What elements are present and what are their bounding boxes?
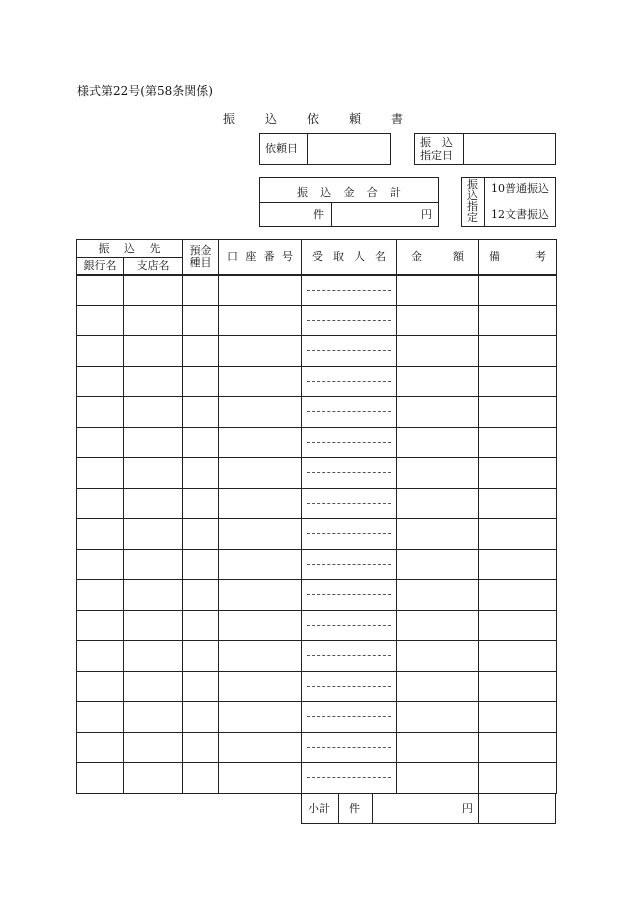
header-char: 考 <box>535 249 546 263</box>
amount-cell[interactable] <box>397 275 479 306</box>
bank-cell[interactable] <box>77 732 124 763</box>
header-char: 金 <box>411 249 422 263</box>
subtotal-row <box>301 793 556 824</box>
bank-cell[interactable] <box>77 275 124 306</box>
bank-cell[interactable] <box>77 519 124 550</box>
subtotal-count-unit: 件 <box>349 802 360 815</box>
divider <box>478 794 479 823</box>
header-line: 預金 <box>189 243 212 257</box>
header-char: 先 <box>149 241 161 255</box>
payee-kana-divider <box>307 290 391 291</box>
amount-cell[interactable] <box>397 519 479 550</box>
remarks-cell[interactable] <box>479 336 557 367</box>
payee-cell[interactable] <box>302 305 397 336</box>
subtotal-label: 小計 <box>308 802 330 815</box>
account-number-cell[interactable] <box>219 275 302 306</box>
payee-cell[interactable] <box>302 488 397 519</box>
remarks-cell[interactable] <box>479 763 557 794</box>
payee-cell[interactable] <box>302 671 397 702</box>
transfer-details-table <box>76 239 557 794</box>
remarks-cell[interactable] <box>479 458 557 489</box>
header-char: 受 <box>312 249 323 263</box>
deposit-type-cell[interactable] <box>183 641 219 672</box>
payee-cell[interactable] <box>302 732 397 763</box>
payee-cell[interactable] <box>302 458 397 489</box>
header-char: 込 <box>320 186 332 199</box>
request-date-field[interactable] <box>309 135 389 163</box>
account-number-cell[interactable] <box>219 488 302 519</box>
table-row <box>77 732 557 763</box>
transfer-date-field[interactable] <box>465 135 553 163</box>
bank-cell[interactable] <box>77 641 124 672</box>
col-remarks-header <box>479 240 557 275</box>
payee-kana-divider <box>307 381 391 382</box>
payee-kana-divider <box>307 350 391 351</box>
deposit-type-cell[interactable] <box>183 732 219 763</box>
type-label-char: 指 <box>467 200 478 213</box>
table-row <box>77 458 557 489</box>
branch-cell[interactable] <box>124 519 183 550</box>
divider <box>484 178 485 226</box>
header-char: 人 <box>354 249 365 263</box>
amount-cell[interactable] <box>397 702 479 733</box>
header-char: 号 <box>281 249 293 263</box>
col-payee-header <box>302 240 397 275</box>
deposit-type-cell[interactable] <box>183 397 219 428</box>
account-number-cell[interactable] <box>219 610 302 641</box>
remarks-cell[interactable] <box>479 610 557 641</box>
amount-cell[interactable] <box>397 549 479 580</box>
bank-cell[interactable] <box>77 671 124 702</box>
account-number-cell[interactable] <box>219 641 302 672</box>
remarks-cell[interactable] <box>479 549 557 580</box>
payee-kana-divider <box>307 320 391 321</box>
amount-cell[interactable] <box>397 641 479 672</box>
type-label-char: 振 <box>467 178 478 191</box>
account-number-cell[interactable] <box>219 671 302 702</box>
account-number-cell[interactable] <box>219 702 302 733</box>
header-char: 合 <box>366 186 378 199</box>
remarks-cell[interactable] <box>479 641 557 672</box>
branch-cell[interactable] <box>124 305 183 336</box>
title-char: 振 <box>223 112 236 126</box>
payee-kana-divider <box>307 747 391 748</box>
account-number-cell[interactable] <box>219 336 302 367</box>
divider <box>260 202 438 203</box>
col-bank-header: 銀行名 <box>77 258 124 275</box>
header-char: 計 <box>390 186 401 199</box>
amount-cell[interactable] <box>397 397 479 428</box>
type-label-char: 込 <box>467 189 478 202</box>
amount-cell[interactable] <box>397 458 479 489</box>
deposit-type-cell[interactable] <box>183 305 219 336</box>
branch-cell[interactable] <box>124 366 183 397</box>
bank-cell[interactable] <box>77 366 124 397</box>
amount-cell[interactable] <box>397 610 479 641</box>
header-char: 金 <box>343 186 355 199</box>
table-row <box>77 488 557 519</box>
table-row <box>77 366 557 397</box>
amount-cell[interactable] <box>397 488 479 519</box>
title-char: 書 <box>390 112 403 126</box>
branch-cell[interactable] <box>124 275 183 306</box>
col-amount-header <box>397 240 479 275</box>
table-row <box>77 671 557 702</box>
subtotal-amount-unit: 円 <box>462 802 473 815</box>
title-char: 依 <box>306 112 319 126</box>
header-char: 額 <box>453 249 464 263</box>
deposit-type-cell[interactable] <box>183 336 219 367</box>
form-number: 様式第22号(第58条関係) <box>77 84 213 98</box>
deposit-type-cell[interactable] <box>183 519 219 550</box>
deposit-type-cell[interactable] <box>183 763 219 794</box>
payee-cell[interactable] <box>302 519 397 550</box>
account-number-cell[interactable] <box>219 397 302 428</box>
title-char: 頼 <box>348 112 361 126</box>
deposit-type-cell[interactable] <box>183 458 219 489</box>
table-row <box>77 763 557 794</box>
payee-kana-divider <box>307 777 391 778</box>
header-char: 座 <box>245 249 257 263</box>
transfer-date-box <box>414 133 556 165</box>
bank-cell[interactable] <box>77 488 124 519</box>
remarks-cell[interactable] <box>479 702 557 733</box>
divider <box>331 203 332 226</box>
request-date-box <box>259 133 391 165</box>
payee-kana-divider <box>307 411 391 412</box>
deposit-type-cell[interactable] <box>183 671 219 702</box>
request-date-label: 依頼日 <box>265 142 298 155</box>
table-row <box>77 305 557 336</box>
account-number-cell[interactable] <box>219 732 302 763</box>
divider <box>338 794 339 823</box>
deposit-type-cell[interactable] <box>183 275 219 306</box>
payee-kana-divider <box>307 442 391 443</box>
remarks-cell[interactable] <box>479 519 557 550</box>
bank-cell[interactable] <box>77 549 124 580</box>
transfer-date-label-1: 振 込 <box>420 136 453 149</box>
branch-cell[interactable] <box>124 397 183 428</box>
payee-cell[interactable] <box>302 610 397 641</box>
remarks-cell[interactable] <box>479 671 557 702</box>
payee-kana-divider <box>307 716 391 717</box>
branch-cell[interactable] <box>124 610 183 641</box>
payee-cell[interactable] <box>302 641 397 672</box>
payee-kana-divider <box>307 686 391 687</box>
branch-cell[interactable] <box>124 427 183 458</box>
branch-cell[interactable] <box>124 488 183 519</box>
payee-cell[interactable] <box>302 763 397 794</box>
payee-kana-divider <box>307 594 391 595</box>
branch-cell[interactable] <box>124 732 183 763</box>
branch-cell[interactable] <box>124 763 183 794</box>
deposit-type-cell[interactable] <box>183 702 219 733</box>
branch-cell[interactable] <box>124 671 183 702</box>
account-number-cell[interactable] <box>219 305 302 336</box>
deposit-type-cell[interactable] <box>183 610 219 641</box>
payee-kana-divider <box>307 503 391 504</box>
divider <box>307 134 308 164</box>
remarks-cell[interactable] <box>479 366 557 397</box>
header-char: 番 <box>263 249 275 263</box>
bank-cell[interactable] <box>77 458 124 489</box>
transfer-date-label-2: 指定日 <box>420 149 453 162</box>
header-char: 振 <box>297 186 308 199</box>
amount-cell[interactable] <box>397 427 479 458</box>
header-line: 種目 <box>189 255 212 269</box>
type-label-char: 定 <box>467 211 478 224</box>
branch-cell[interactable] <box>124 458 183 489</box>
bank-cell[interactable] <box>77 305 124 336</box>
bank-cell[interactable] <box>77 336 124 367</box>
table-row <box>77 702 557 733</box>
deposit-type-cell[interactable] <box>183 580 219 611</box>
remarks-cell[interactable] <box>479 580 557 611</box>
payee-cell[interactable] <box>302 397 397 428</box>
amount-cell[interactable] <box>397 732 479 763</box>
amount-cell[interactable] <box>397 336 479 367</box>
payee-cell[interactable] <box>302 366 397 397</box>
payee-cell[interactable] <box>302 702 397 733</box>
amount-cell[interactable] <box>397 366 479 397</box>
payee-cell[interactable] <box>302 580 397 611</box>
account-number-cell[interactable] <box>219 763 302 794</box>
document-title <box>223 110 403 127</box>
header-char: 振 <box>98 241 110 255</box>
branch-cell[interactable] <box>124 641 183 672</box>
option-regular-transfer[interactable]: 10普通振込 <box>491 182 549 195</box>
remarks-cell[interactable] <box>479 427 557 458</box>
branch-cell[interactable] <box>124 702 183 733</box>
branch-cell[interactable] <box>124 580 183 611</box>
col-account-number-header <box>219 240 302 275</box>
deposit-type-cell[interactable] <box>183 427 219 458</box>
amount-cell[interactable] <box>397 305 479 336</box>
header-char: 口 <box>227 249 238 263</box>
account-number-cell[interactable] <box>219 366 302 397</box>
amount-cell[interactable] <box>397 763 479 794</box>
account-number-cell[interactable] <box>219 458 302 489</box>
payee-kana-divider <box>307 564 391 565</box>
remarks-cell[interactable] <box>479 305 557 336</box>
payee-kana-divider <box>307 533 391 534</box>
divider <box>372 794 373 823</box>
header-char: 取 <box>333 249 344 263</box>
table-row <box>77 275 557 306</box>
account-number-cell[interactable] <box>219 427 302 458</box>
table-row <box>77 519 557 550</box>
remarks-cell[interactable] <box>479 732 557 763</box>
table-row <box>77 610 557 641</box>
bank-cell[interactable] <box>77 763 124 794</box>
bank-cell[interactable] <box>77 397 124 428</box>
transfer-type-box <box>461 177 556 227</box>
payee-cell[interactable] <box>302 549 397 580</box>
header-char: 名 <box>375 249 386 263</box>
deposit-type-cell[interactable] <box>183 549 219 580</box>
divider <box>463 134 464 164</box>
bank-cell[interactable] <box>77 702 124 733</box>
remarks-cell[interactable] <box>479 275 557 306</box>
payee-kana-divider <box>307 625 391 626</box>
bank-cell[interactable] <box>77 427 124 458</box>
account-number-cell[interactable] <box>219 519 302 550</box>
table-row <box>77 580 557 611</box>
bank-cell[interactable] <box>77 580 124 611</box>
deposit-type-cell[interactable] <box>183 366 219 397</box>
remarks-cell[interactable] <box>479 488 557 519</box>
payee-cell[interactable] <box>302 427 397 458</box>
table-body <box>77 275 557 794</box>
total-amount-unit: 円 <box>421 208 432 221</box>
table-row <box>77 427 557 458</box>
amount-cell[interactable] <box>397 671 479 702</box>
transfer-total-header <box>297 184 401 200</box>
payee-kana-divider <box>307 472 391 473</box>
payee-cell[interactable] <box>302 275 397 306</box>
header-char: 込 <box>124 241 135 255</box>
col-recipient-header <box>77 240 183 258</box>
table-row <box>77 549 557 580</box>
total-count-unit: 件 <box>313 208 324 221</box>
payee-kana-divider <box>307 655 391 656</box>
table-row <box>77 397 557 428</box>
transfer-total-box <box>259 177 439 227</box>
title-char: 込 <box>264 112 277 126</box>
table-row <box>77 641 557 672</box>
deposit-type-cell[interactable] <box>183 488 219 519</box>
branch-cell[interactable] <box>124 549 183 580</box>
branch-cell[interactable] <box>124 336 183 367</box>
remarks-cell[interactable] <box>479 397 557 428</box>
payee-cell[interactable] <box>302 336 397 367</box>
bank-cell[interactable] <box>77 610 124 641</box>
option-document-transfer[interactable]: 12文書振込 <box>491 208 549 221</box>
account-number-cell[interactable] <box>219 580 302 611</box>
header-char: 備 <box>489 249 500 263</box>
account-number-cell[interactable] <box>219 549 302 580</box>
amount-cell[interactable] <box>397 580 479 611</box>
header-row <box>77 240 557 258</box>
table-row <box>77 336 557 367</box>
col-deposit-type-header <box>183 240 219 275</box>
col-branch-header: 支店名 <box>124 258 183 275</box>
